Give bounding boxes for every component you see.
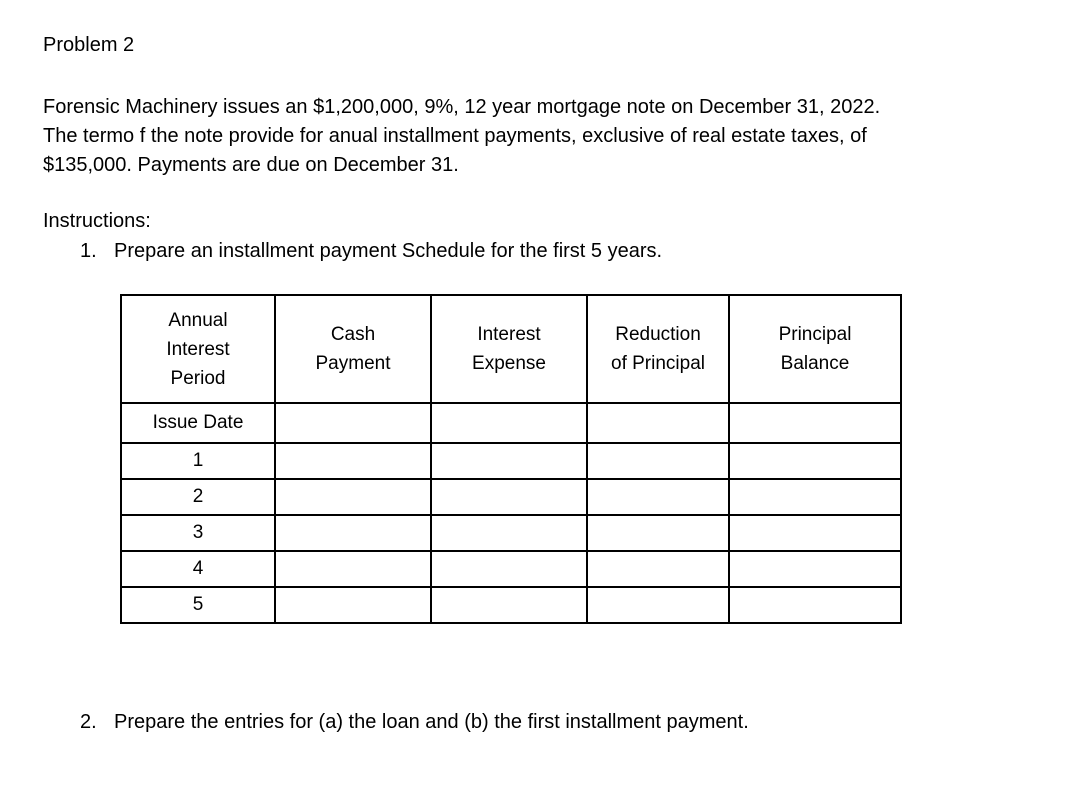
instruction-number: 2. — [80, 711, 97, 733]
header-cash-payment: Cash Payment — [275, 295, 431, 403]
instruction-item-2 — [80, 711, 749, 734]
header-interest-expense: Interest Expense — [431, 295, 587, 403]
principal-balance-cell[interactable] — [729, 403, 901, 443]
period-cell: 4 — [121, 551, 275, 587]
installment-schedule-table — [120, 294, 902, 624]
table-row — [121, 443, 901, 479]
description-line: The termo f the note provide for anual installment payments, exclusive of real estate taxes, of — [43, 125, 867, 147]
instruction-text: Prepare an installment payment Schedule for the first 5 years. — [114, 240, 663, 262]
table-row — [121, 551, 901, 587]
table-row — [121, 515, 901, 551]
reduction-principal-cell[interactable] — [587, 587, 729, 623]
description-line: $135,000. Payments are due on December 31. — [43, 154, 459, 176]
reduction-principal-cell[interactable] — [587, 515, 729, 551]
header-annual-interest-period: Annual Interest Period — [121, 295, 275, 403]
problem-description — [43, 93, 880, 180]
principal-balance-cell[interactable] — [729, 479, 901, 515]
reduction-principal-cell[interactable] — [587, 443, 729, 479]
reduction-principal-cell[interactable] — [587, 551, 729, 587]
instruction-number: 1. — [80, 240, 97, 262]
principal-balance-cell[interactable] — [729, 551, 901, 587]
table-row — [121, 479, 901, 515]
header-principal-balance: Principal Balance — [729, 295, 901, 403]
interest-expense-cell[interactable] — [431, 403, 587, 443]
table-header-row — [121, 295, 901, 403]
principal-balance-cell[interactable] — [729, 515, 901, 551]
table-row — [121, 587, 901, 623]
period-cell: 5 — [121, 587, 275, 623]
principal-balance-cell[interactable] — [729, 443, 901, 479]
cash-payment-cell[interactable] — [275, 551, 431, 587]
interest-expense-cell[interactable] — [431, 515, 587, 551]
problem-title: Problem 2 — [43, 34, 135, 56]
description-line: Forensic Machinery issues an $1,200,000, 9%, 12 year mortgage note on December 31, 2022. — [43, 96, 881, 118]
table-row — [121, 403, 901, 443]
period-cell: 1 — [121, 443, 275, 479]
cash-payment-cell[interactable] — [275, 403, 431, 443]
reduction-principal-cell[interactable] — [587, 403, 729, 443]
cash-payment-cell[interactable] — [275, 443, 431, 479]
interest-expense-cell[interactable] — [431, 479, 587, 515]
reduction-principal-cell[interactable] — [587, 479, 729, 515]
period-cell: 3 — [121, 515, 275, 551]
header-reduction-of-principal: Reduction of Principal — [587, 295, 729, 403]
instruction-item-1 — [80, 240, 662, 263]
interest-expense-cell[interactable] — [431, 443, 587, 479]
principal-balance-cell[interactable] — [729, 587, 901, 623]
period-cell: 2 — [121, 479, 275, 515]
interest-expense-cell[interactable] — [431, 551, 587, 587]
cash-payment-cell[interactable] — [275, 515, 431, 551]
instructions-label: Instructions: — [43, 210, 151, 232]
cash-payment-cell[interactable] — [275, 479, 431, 515]
cash-payment-cell[interactable] — [275, 587, 431, 623]
period-cell: Issue Date — [121, 403, 275, 443]
interest-expense-cell[interactable] — [431, 587, 587, 623]
instruction-text: Prepare the entries for (a) the loan and (b) the first installment payment. — [114, 711, 749, 733]
